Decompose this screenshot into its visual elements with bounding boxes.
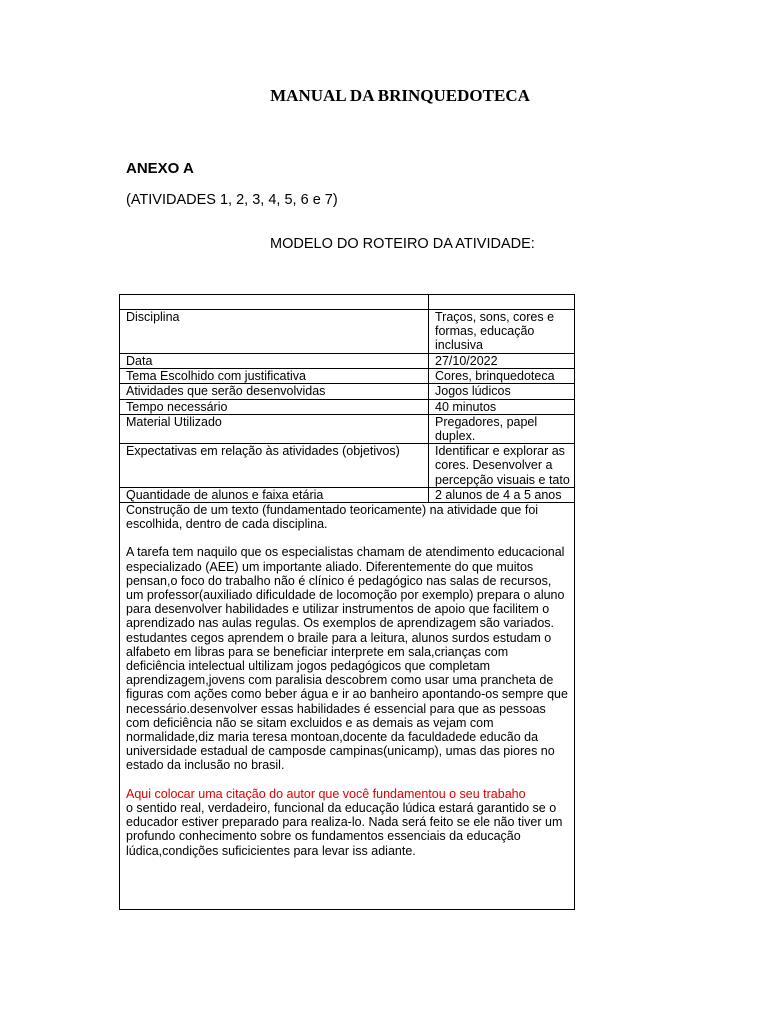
table-row: [120, 368, 574, 383]
table-row: [120, 443, 574, 487]
row-value: Traços, sons, cores e formas, educação inclusiva: [428, 310, 574, 353]
activities-line: (ATIVIDADES 1, 2, 3, 4, 5, 6 e 7): [126, 192, 338, 208]
row-label: Quantidade de alunos e faixa etária: [126, 487, 324, 502]
row-label: Atividades que serão desenvolvidas: [126, 384, 326, 399]
fundamentation-text-cell: [120, 502, 574, 909]
row-label: Tema Escolhido com justificativa: [126, 369, 306, 384]
text-body: A tarefa tem naquilo que os especialistas chamam de atendimento educacional especializado (AEE) um importante aliado. Diferentemente do que muitos pensan,o foco do trabalho não é clínico é pedagógico nas salas de recursos, um professor(auxiliado dificuldade de locomoção por exemplo) prepara o aluno para desenvolver habilidades e utilizar instrumentos de apoio que facilitem o aprendizado nas aulas regulas. Os exemplos de aprendizagem são variados. estudantes cegos aprendem o braile para a leitura, alunos surdos estudam o alfabeto em libras para se beneficiar interprete em sala,crianças com deficiência intelectual ultilizam jogos pedagógicos que completam aprendizagem,jovens com paralisia descobrem como usar uma prancheta de figuras com ações como beber água e ir ao banheiro apontando-os sempre que necessário.desenvolver essas habilidades é essencial para que as pessoas com deficiência não se sitam excluidos e as demais as vejam com normalidade,diz maria teresa montoan,docente da faculdadede educão da universidade estadual de camposde campinas(unicamp), umas das piores no estado da inclusão no brasil.: [126, 545, 568, 773]
row-label: [120, 295, 428, 309]
row-value: Pregadores, papel duplex.: [428, 415, 574, 443]
annex-heading: ANEXO A: [126, 160, 194, 177]
text-closing: o sentido real, verdadeiro, funcional da educação lúdica estará garantido se o educador estiver preparado para realiza-lo. Nada será feito se ele não tiver um profundo conhecimento sobre os fundamentos essenciais da educação lúdica,condições suficicientes para levar iss adiante.: [126, 800, 563, 858]
row-value: 40 minutos: [428, 400, 574, 414]
row-label: Tempo necessário: [126, 399, 228, 414]
table-row: [120, 353, 574, 368]
row-value: 2 alunos de 4 a 5 anos: [428, 488, 574, 502]
row-value: 27/10/2022: [428, 354, 574, 368]
table-row-empty: [120, 295, 574, 309]
roteiro-table: [119, 294, 575, 910]
row-value: Jogos lúdicos: [428, 384, 574, 398]
table-row: [120, 414, 574, 443]
row-label: Data: [126, 354, 153, 368]
row-label: Material Utilizado: [126, 414, 222, 429]
document-title: MANUAL DA BRINQUEDOTECA: [270, 86, 530, 105]
row-value: Cores, brinquedoteca: [428, 369, 574, 383]
table-row: [120, 383, 574, 398]
citation-note: Aqui colocar uma citação do autor que você fundamentou o seu trabaho: [126, 786, 526, 801]
row-value: [428, 295, 574, 309]
row-value: Identificar e explorar as cores. Desenvolver a percepção visuais e tato: [428, 444, 574, 487]
row-label: Expectativas em relação às atividades (objetivos): [126, 444, 400, 459]
row-label: Disciplina: [126, 310, 180, 324]
text-intro: Construção de um texto (fundamentado teoricamente) na atividade que foi escolhida, dentro de cada disciplina.: [126, 503, 539, 532]
table-row: [120, 399, 574, 414]
table-row: [120, 309, 574, 353]
table-row: [120, 487, 574, 502]
model-heading: MODELO DO ROTEIRO DA ATIVIDADE:: [270, 236, 535, 252]
